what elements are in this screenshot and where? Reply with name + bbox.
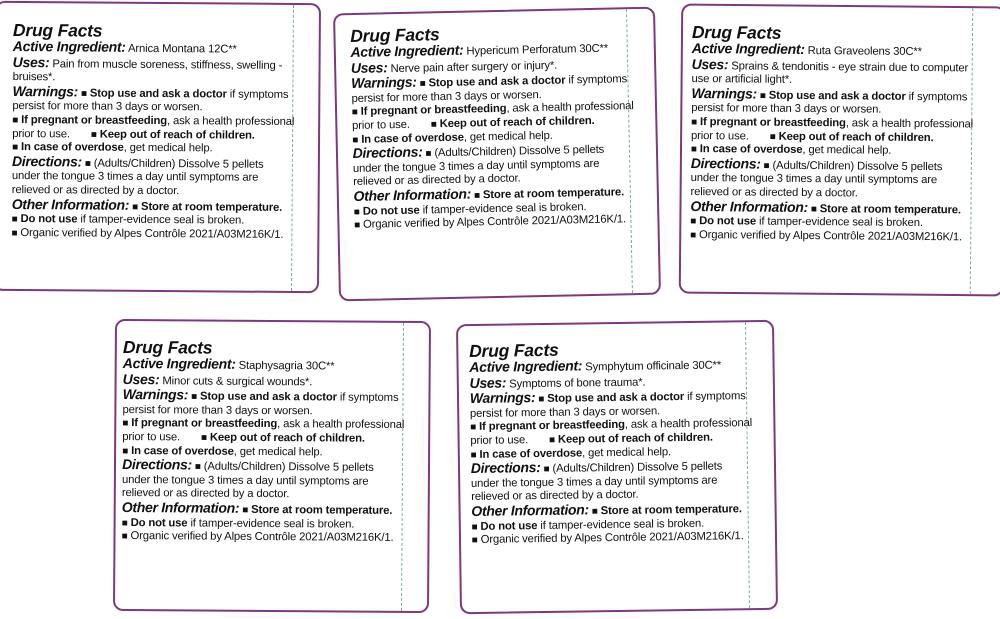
directions-text-3: relieved or as directed by a doctor. [690, 185, 858, 200]
warnings-heading: Warnings: [469, 389, 536, 407]
bullet-icon: ■ [132, 201, 139, 213]
bullet-icon: ■ [80, 88, 87, 100]
warnings-heading: Warnings: [122, 386, 189, 403]
keep-out-warning: Keep out of reach of children. [439, 114, 595, 131]
stop-use-text-continued: persist for more than 3 days or worsen. [691, 102, 882, 117]
active-ingredient-value: Arnica Montana 12C** [127, 42, 237, 56]
bullet-icon: ■ [122, 445, 129, 457]
directions-text-3: relieved or as directed by a doctor. [11, 183, 180, 198]
bullet-icon: ■ [11, 227, 18, 239]
bullet-icon: ■ [471, 521, 478, 533]
organic-certification: Organic verified by Alpes Contrôle 2021/A03M216K/1. [130, 530, 394, 545]
pregnant-warning: If pregnant or breastfeeding [360, 103, 507, 119]
uses-text-continued: bruises*. [12, 71, 56, 84]
store-instruction: Store at room temperature. [482, 186, 625, 202]
uses-text: Symptoms of bone trauma*. [509, 376, 646, 391]
bullet-icon: ■ [242, 504, 249, 516]
active-ingredient-heading: Active Ingredient: [122, 354, 236, 372]
bullet-icon: ■ [425, 148, 432, 160]
bullet-icon: ■ [12, 142, 19, 154]
directions-text: (Adults/Children) Dissolve 5 pellets [203, 460, 374, 474]
uses-text-continued: use or artificial light*. [691, 73, 793, 87]
bullet-icon: ■ [84, 158, 91, 170]
bullet-icon: ■ [759, 90, 766, 102]
uses-heading: Uses: [469, 374, 507, 391]
pregnant-text: , ask a health professional [506, 100, 634, 116]
pregnant-warning: If pregnant or breastfeeding [21, 114, 168, 128]
overdose-text: , get medical help. [582, 445, 672, 459]
pregnant-text-continued: prior to use. [470, 434, 529, 447]
pregnant-text: , ask a health professional [166, 115, 295, 128]
bullet-icon: ■ [470, 449, 477, 461]
organic-certification: Organic verified by Alpes Contrôle 2021/A03M216K/1. [480, 530, 744, 546]
stop-use-warning: Stop use and ask a doctor [768, 89, 906, 103]
do-not-use-text: if tamper-evidence seal is broken. [422, 200, 587, 217]
stop-use-text: if symptoms [908, 90, 968, 104]
directions-text: (Adults/Children) Dissolve 5 pellets [772, 159, 943, 173]
directions-text-3: relieved or as directed by a doctor. [471, 488, 639, 504]
keep-out-warning: Keep out of reach of children. [778, 130, 934, 144]
stop-use-text: if symptoms [568, 73, 628, 87]
keep-out-warning: Keep out of reach of children. [99, 128, 255, 142]
keep-out-warning: Keep out of reach of children. [557, 431, 713, 446]
pregnant-warning: If pregnant or breastfeeding [478, 419, 625, 434]
active-ingredient-heading: Active Ingredient: [350, 41, 464, 60]
overdose-text: , get medical help. [802, 144, 892, 157]
bullet-icon: ■ [200, 432, 207, 444]
overdose-text: , get medical help. [233, 445, 323, 458]
bullet-icon: ■ [473, 190, 481, 202]
drug-facts-content-4 [122, 338, 405, 546]
drug-facts-title: Drug Facts [122, 337, 213, 358]
pregnant-warning: If pregnant or breastfeeding [699, 116, 846, 130]
bullet-icon: ■ [763, 160, 770, 172]
active-ingredient-value: Ruta Graveolens 30C** [807, 45, 922, 59]
directions-text: (Adults/Children) Dissolve 5 pellets [552, 460, 723, 476]
pregnant-text-continued: prior to use. [12, 127, 70, 140]
overdose-warning: In case of overdose [131, 444, 234, 458]
bullet-icon: ■ [419, 78, 426, 90]
do-not-use-text: if tamper-evidence seal is broken. [80, 213, 245, 227]
bullet-icon: ■ [690, 144, 697, 156]
pregnant-text: , ask a health professional [845, 117, 974, 131]
bullet-icon: ■ [591, 506, 598, 518]
drug-facts-title: Drug Facts [691, 22, 782, 43]
store-instruction: Store at room temperature. [251, 503, 393, 517]
bullet-icon: ■ [430, 119, 437, 131]
directions-text: (Adults/Children) Dissolve 5 pellets [93, 157, 264, 171]
stop-use-warning: Stop use and ask a doctor [428, 74, 566, 90]
bullet-icon: ■ [690, 216, 697, 228]
bullet-icon: ■ [90, 129, 97, 141]
stop-use-text-continued: persist for more than 3 days or worsen. [469, 405, 661, 420]
bullet-icon: ■ [351, 107, 358, 119]
uses-text: Pain from muscle soreness, stiffness, swelling - [52, 57, 283, 72]
directions-heading: Directions: [352, 143, 423, 162]
drug-facts-title: Drug Facts [468, 339, 559, 361]
pregnant-text-continued: prior to use. [690, 129, 749, 143]
overdose-warning: In case of overdose [479, 446, 583, 461]
active-ingredient-heading: Active Ingredient: [691, 39, 805, 57]
bullet-icon: ■ [470, 422, 477, 434]
drug-facts-content-2 [350, 21, 636, 233]
bullet-icon: ■ [191, 391, 198, 403]
store-instruction: Store at room temperature. [600, 503, 742, 518]
drug-facts-content-1 [11, 21, 294, 242]
organic-certification: Organic verified by Alpes Contrôle 2021/A03M216K/1. [20, 226, 284, 241]
active-ingredient-heading: Active Ingredient: [12, 37, 126, 55]
overdose-text: , get medical help. [463, 129, 553, 144]
store-instruction: Store at room temperature. [141, 200, 283, 214]
directions-heading: Directions: [690, 154, 761, 172]
do-not-use-warning: Do not use [20, 213, 78, 226]
bullet-icon: ■ [352, 134, 359, 146]
uses-heading: Uses: [12, 53, 50, 70]
stop-use-warning: Stop use and ask a doctor [199, 390, 337, 404]
directions-text-2: under the tongue 3 times a day until symptoms are [11, 170, 259, 185]
pregnant-text-continued: prior to use. [351, 118, 410, 132]
bullet-icon: ■ [353, 206, 360, 218]
directions-heading: Directions: [122, 456, 193, 473]
bullet-icon: ■ [11, 214, 18, 226]
bullet-icon: ■ [549, 434, 556, 446]
do-not-use-warning: Do not use [130, 516, 188, 529]
other-information-heading: Other Information: [353, 185, 472, 204]
directions-heading: Directions: [470, 459, 541, 477]
stop-use-text: if symptoms [229, 88, 289, 101]
bullet-icon: ■ [121, 517, 128, 529]
store-instruction: Store at room temperature. [819, 202, 961, 216]
active-ingredient-value: Symphytum officinale 30C** [585, 359, 722, 374]
stop-use-text: if symptoms [686, 390, 746, 404]
uses-heading: Uses: [691, 55, 729, 72]
overdose-warning: In case of overdose [20, 141, 124, 154]
active-ingredient-heading: Active Ingredient: [469, 357, 583, 375]
keep-out-warning: Keep out of reach of children. [209, 431, 365, 445]
bullet-icon: ■ [354, 219, 361, 232]
overdose-warning: In case of overdose [361, 131, 464, 146]
directions-text-2: under the tongue 3 times a day until symptoms are [690, 172, 938, 187]
do-not-use-warning: Do not use [699, 215, 757, 228]
drug-facts-content-5 [469, 338, 754, 548]
warnings-heading: Warnings: [12, 82, 79, 100]
pregnant-warning: If pregnant or breastfeeding [131, 417, 278, 431]
uses-text: Minor cuts & surgical wounds*. [162, 374, 313, 388]
do-not-use-warning: Do not use [362, 204, 420, 218]
stop-use-warning: Stop use and ask a doctor [547, 391, 685, 406]
bullet-icon: ■ [769, 131, 776, 143]
bullet-icon: ■ [691, 116, 698, 129]
do-not-use-text: if tamper-evidence seal is broken. [190, 517, 355, 531]
do-not-use-warning: Do not use [480, 519, 538, 533]
directions-text-2: under the tongue 3 times a day until symptoms are [470, 474, 718, 490]
stop-use-warning: Stop use and ask a doctor [89, 87, 227, 101]
overdose-text: , get medical help. [123, 141, 213, 155]
stop-use-text-continued: persist for more than 3 days or worsen. [122, 403, 313, 418]
drug-facts-title: Drug Facts [349, 24, 440, 46]
stop-use-text-continued: persist for more than 3 days or worsen. [12, 100, 203, 114]
pregnant-text: , ask a health professional [277, 418, 405, 432]
bullet-icon: ■ [12, 114, 19, 127]
bullet-icon: ■ [471, 535, 478, 547]
uses-heading: Uses: [350, 58, 388, 76]
drug-facts-content-3 [690, 23, 974, 245]
directions-text-3: relieved or as directed by a doctor. [353, 172, 521, 189]
drug-facts-title: Drug Facts [12, 20, 103, 41]
directions-text-3: relieved or as directed by a doctor. [121, 487, 290, 501]
warnings-heading: Warnings: [351, 73, 417, 92]
directions-text: (Adults/Children) Dissolve 5 pellets [434, 143, 605, 160]
bullet-icon: ■ [194, 461, 201, 473]
bullet-icon: ■ [690, 229, 697, 241]
uses-text: Nerve pain after surgery or injury*. [390, 59, 558, 75]
uses-heading: Uses: [122, 370, 160, 387]
other-information-heading: Other Information: [690, 197, 808, 215]
other-information-heading: Other Information: [471, 501, 589, 519]
stop-use-text: if symptoms [339, 391, 399, 405]
bullet-icon: ■ [122, 418, 129, 430]
do-not-use-text: if tamper-evidence seal is broken. [758, 215, 923, 230]
uses-text: Sprains & tendonitis - eye strain due to computer [731, 59, 969, 75]
other-information-heading: Other Information: [121, 498, 240, 516]
organic-certification: Organic verified by Alpes Contrôle 2021/A03M216K/1. [362, 213, 627, 231]
do-not-use-text: if tamper-evidence seal is broken. [540, 517, 705, 532]
directions-heading: Directions: [11, 152, 82, 170]
stop-use-text-continued: persist for more than 3 days or worsen. [351, 88, 542, 105]
active-ingredient-value: Hypericum Perforatum 30C** [466, 42, 609, 58]
other-information-heading: Other Information: [11, 195, 130, 213]
active-ingredient-value: Staphysagria 30C** [238, 359, 335, 373]
pregnant-text: , ask a health professional [624, 417, 753, 432]
directions-text-2: under the tongue 3 times a day until symptoms are [121, 473, 369, 488]
bullet-icon: ■ [121, 531, 128, 543]
bullet-icon: ■ [543, 464, 550, 476]
directions-text-2: under the tongue 3 times a day until symptoms are [352, 157, 600, 175]
bullet-icon: ■ [810, 203, 817, 215]
pregnant-text-continued: prior to use. [122, 430, 181, 444]
organic-certification: Organic verified by Alpes Contrôle 2021/A03M216K/1. [698, 228, 963, 244]
warnings-heading: Warnings: [691, 84, 757, 102]
bullet-icon: ■ [538, 394, 545, 406]
overdose-warning: In case of overdose [699, 143, 803, 157]
